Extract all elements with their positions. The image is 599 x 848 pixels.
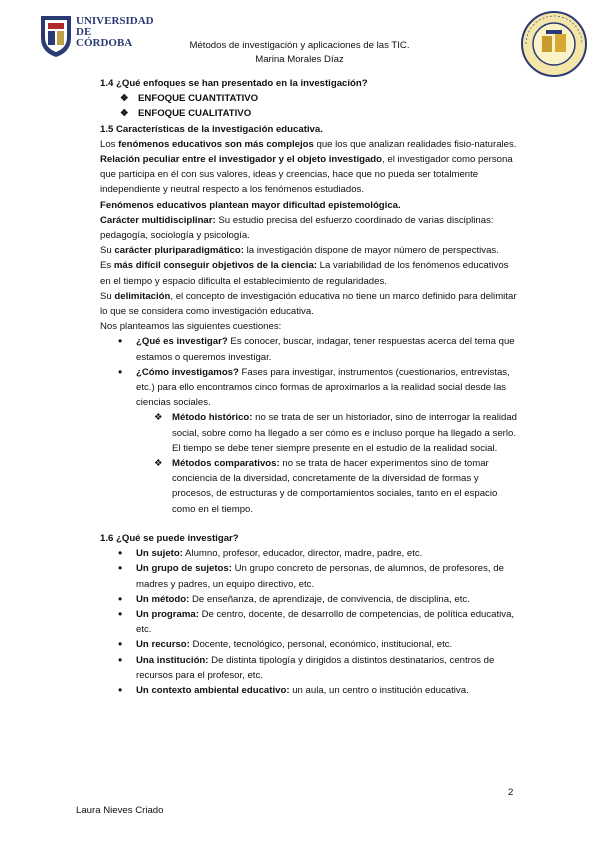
list-item: ❖ Método histórico: no se trata de ser un historiador, sino de interrogar la realidad social, sobre como ha llegado a ser cómo es e incluso porque ha llegado a serlo. El tiempo se debe tener siempre presente en el estudio de la realidad social.: [154, 412, 518, 454]
paragraph: Los fenómenos educativos son más complejos que los que analizan realidades fisio-naturales.: [100, 138, 517, 150]
list-item: ❖ ENFOQUE CUANTITATIVO: [100, 91, 520, 106]
questions-list: [100, 334, 520, 410]
paragraph: Su delimitación, el concepto de investigación educativa no tiene un marco definido para delimitar lo que se considera como investigación educativa.: [100, 290, 517, 318]
diamond-bullet-icon: ❖: [120, 108, 129, 120]
list-item: • Una institución: De distinta tipología y dirigidos a distintos destinatarios, centros de recursos para el profesor, etc.: [100, 653, 520, 683]
list-item: • Un grupo de sujetos: Un grupo concreto de personas, de alumnos, de profesores, de madres y padres, un equipo directivo, etc.: [100, 561, 520, 591]
list-item: • Un sujeto: Alumno, profesor, educador, director, madre, padre, etc.: [100, 546, 520, 561]
list-item: • Un recurso: Docente, tecnológico, personal, económico, institucional, etc.: [100, 637, 520, 652]
logo-text-1: UNIVERSIDAD: [76, 15, 154, 27]
diamond-bullet-icon: ❖: [120, 93, 129, 105]
paragraph: Fenómenos educativos plantean mayor dificultad epistemológica.: [100, 199, 401, 211]
list-item: ❖ Métodos comparativos: no se trata de hacer experimentos sino de tomar conciencia de la diversidad, concretamente de la diversidad de formas y procesos, de estructuras y de comportamientos sociales, tanto en el espacio como en el tiempo.: [154, 458, 498, 515]
paragraph: Carácter multidisciplinar: Su estudio precisa del esfuerzo coordinado de varias disciplinas: pedagogía, sociología y psicología.: [100, 214, 494, 242]
list-item: • Un contexto ambiental educativo: un aula, un centro o institución educativa.: [100, 683, 520, 698]
paragraph: Nos planteamos las siguientes cuestiones:: [100, 321, 282, 333]
methods-list: [100, 410, 520, 516]
header-title: Métodos de investigación y aplicaciones de las TIC.: [189, 40, 410, 51]
list-item: • Un programa: De centro, docente, de desarrollo de competencias, de política educativa, etc.: [100, 607, 520, 637]
paragraph: Es más difícil conseguir objetivos de la ciencia: La variabilidad de los fenómenos educativos en el tiempo y espacio dificulta el establecimiento de regularidades.: [100, 260, 509, 287]
page-body: [100, 76, 520, 698]
research-objects-list: [100, 546, 520, 698]
section-1-6-heading: 1.6 ¿Qué se puede investigar?: [100, 532, 239, 544]
paragraph: Su carácter pluriparadigmático: la investigación dispone de mayor número de perspectivas.: [100, 245, 499, 257]
paragraph: Relación peculiar entre el investigador y el objeto investigado, el investigador como persona que participa en él con sus valores, ideas y creencias, hace que no pueda ser totalmente independiente y neutral respecto a los fenómenos estudiados.: [100, 154, 513, 196]
footer-author: Laura Nieves Criado: [76, 805, 164, 816]
section-1-5-heading: 1.5 Características de la investigación educativa.: [100, 123, 323, 135]
diamond-bullet-icon: ❖: [154, 412, 163, 424]
list-item: • ¿Cómo investigamos? Fases para investigar, instrumentos (cuestionarios, entrevistas, etc.) para ello encontramos cinco formas de aproximarlos a la realidad social desde las ciencias sociales.: [100, 365, 520, 411]
list-item: • Un método: De enseñanza, de aprendizaje, de convivencia, de disciplina, etc.: [100, 592, 520, 607]
page-number: 2: [508, 787, 514, 798]
section-1-4-heading: 1.4 ¿Qué enfoques se han presentado en la investigación?: [100, 78, 368, 89]
logo-text-2: DE: [76, 26, 92, 38]
list-item: ❖ ENFOQUE CUALITATIVO: [100, 106, 520, 121]
logo-text-3: CÓRDOBA: [76, 37, 133, 49]
list-item: • ¿Qué es investigar? Es conocer, buscar, indagar, tener respuestas acerca del tema que estamos o queremos investigar.: [100, 334, 520, 364]
university-logo: [38, 12, 154, 58]
diamond-bullet-icon: ❖: [154, 458, 163, 470]
header-author: Marina Morales Díaz: [255, 54, 344, 65]
